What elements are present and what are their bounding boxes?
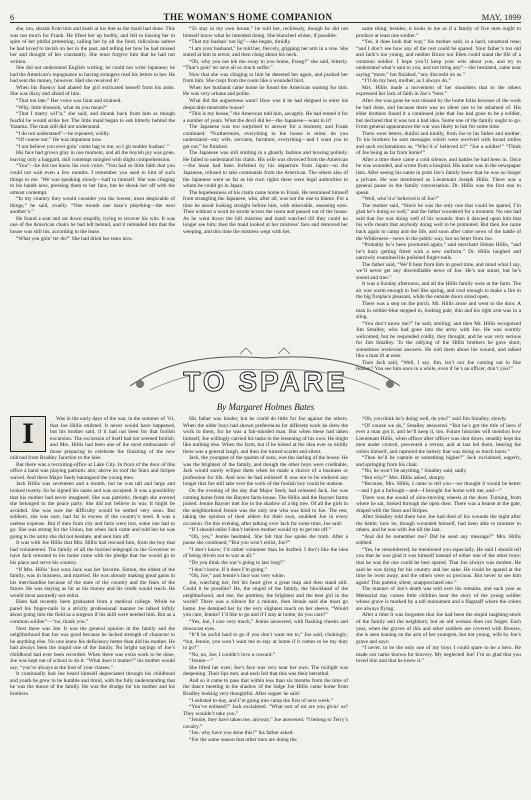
paragraph: Then Jack said, “Well, I say, Jim, isn’t our Joe coming out in fine feather? You see him once in a while, even if he’s an officer, don’t you?”: [356, 359, 521, 373]
story-column-1: [10, 416, 175, 796]
paragraph: same thing; besides, it looks to me as if a family of five men ought to produce at least one soldier.”: [356, 26, 521, 39]
paragraph: “You”—he did not know his own voice. “You had so little faith that you could not wait even a few months. I remember you used to hint of such things to me. ‘We was speaking slowly—half to himself. She was clinging to his hands now, pressing them to her face, but he shook her off with the utmost contempt.: [10, 163, 175, 196]
story-column-2: [183, 416, 348, 796]
paragraph: Next there was Joe. It was the general opinion in the family and the neighborhood that Joe was good because he lacked strength of character to be anything else. No one knew his deficiency better than did his mother. He had always been the stupid one of the family. No bright sayings of Joe’s childhood had ever been recorded. When there was extra work to be done, Joe was kept out of school to do it. “What does it matter?” his mother would say; “you’re always at the foot of your classes.”: [10, 625, 175, 671]
page-header: [10, 8, 521, 23]
top-article-columns: [10, 26, 521, 373]
paragraph: “Jennie—”: [189, 658, 213, 665]
paragraph: “I do not understand”—he repeated, wildly.: [16, 130, 111, 137]
paragraph: The manner of Joe’s death was told over his remains, and each year as Memorial day comes little children bear the story of the young soldier whose grave is marked by a tall monument and a flagstaff where the colors are always flying.: [356, 586, 521, 612]
paragraph: She lifted her eyes; Joe’s face was very near her own. The twilight was deepening. Their lips met, and each felt that this was their betrothal.: [183, 664, 348, 678]
paragraph: “I’ll do my best, mother, as I always do.”: [362, 78, 451, 85]
paragraph: Joe, watching her, felt his heart give a great leap and then stand still. Could it be possible? He, the stupid of the family, the blockhead of the neighborhood, and she, the prettiest, the brightest and the best girl in the world? There was a silence for a minute, then Jennie said she must go home. Joe detained her by the very slightest touch on her sleeve. “Would you care, Jennie? I’d like to go and if I stay at home, do you care?”: [183, 579, 348, 619]
paragraph: “This is my house,” the American told him, savagely. He had rented it for a number of years. What the devil did he—the Japanese—want in it?: [183, 111, 348, 124]
paragraph: “Yes, it does look that way,” his mother said, in a hard, unnatural tone; “and I don’t see how any of the rest could be spared. Your father’s too old and Jack’s too young, and neither Bruce nor Eben could stand the life of a common soldier. I hope you’ll keep your wits about you, and try to understand what’s said to you, and not bring any”—she hesitated, came near saying “more,” but finished, “any discredit on us.”: [356, 39, 521, 78]
paragraph: “Then he’ll be captain or something higher?” Jack exclaimed, eagerly, and springing from his chair.: [356, 455, 521, 468]
top-column-1: [10, 26, 175, 344]
paragraph: “Probably he’s been promoted again,” said merchant Simon Hillis, “and he’s busy getting fitted with a new uniform.” Dr. Hillis laughed and narrowly examined his polished finger-nails.: [356, 242, 521, 262]
paragraph: When his fluency had abated the girl extricated herself from his arms. She was dizzy and afraid of him.: [10, 84, 175, 98]
paragraph: “Of course we do,” Smalley answered. “But he’s got the title of hero if ever a man got it, and he’ll keep it, too. Future histories will mention how Lieutenant Hillis, when officer after officer was shot down, steadily kept the men under control, prevented a retreat, and at last led them, bearing the colors himself, and captured the battery that was doing so much harm.”: [356, 422, 521, 455]
paragraph: He found a seat and sat down stupidly, trying to recover his wits. It was one of the American chairs he had left behind, and it reminded him that the house was still his, according to the lease.: [10, 215, 175, 235]
issue-date: MAY, 1899: [481, 12, 521, 22]
story-column-1-text: [10, 416, 175, 698]
paragraph: She did not understand English writing; he could not write Japanese; he had the American's repugnance to having strangers read his letters to her. He had sent the money, however. Had she received it?: [10, 65, 175, 85]
paragraph: Mrs. Hillis made a movement of her shoulders that to the others expressed her lack of faith in Joe’s “best.”: [356, 84, 521, 98]
paragraph: “In my country they would consider you the lowest, most despicable of things,” he said, cruelly. “One month one man’s plaything—the next another’s.”: [10, 196, 175, 216]
paragraph: “That I marry wif’n,” she said, and shrank back from him as though fearful he would strike her. The little maid began to sob bitterly behind the Yasama. The man still did not understand.: [10, 111, 175, 131]
paragraph: “Of course not.” He was impatient now.: [16, 137, 103, 144]
paragraph: The Japanese was still smiling in a ghastly fashion and bowing politely. He failed to understand his claim. His wife was divorced from the American—the lease had been forfeited by his departure from Japan—so the Japanese, refused to take commands from the American. The others also of the Japanese went so far as his own rights there were legal authorities to whom he could go in Japan.: [183, 150, 348, 190]
paragraph: The Japanese was too surprised to answer for a moment, and Frank continued: “Furthermore, everything in the house is mine; do you understand—my wife, servants, furniture, everything—and I want you to get out,” he finished.: [183, 124, 348, 150]
paragraph: On the evening of the day that Major Seely had released Jack, Joe was coming home from the Bayner farm-house. The Hillis and the Bayner farms joined. Jennie Bayner met Joe in the shadow of a big tree. Of all the girls in the neighborhood Jennie was the only one who was kind to Joe. The rest, taking the opinion of their elders for their own, snubbed Joe in every occasion. On this evening, after talking over Jack for some time, Joe said:: [183, 488, 348, 527]
paragraph: “Do you think the war’s going to last long?”: [189, 560, 285, 567]
paragraph: “No, no, Joe; I couldn’t love a coward.”: [189, 651, 276, 658]
paragraph: There was a step on the porch. Mr. Hillis arose and went to the door. A man in soldier-blue stepped in, looking pale, thin and his right arm was in a sling.: [356, 300, 521, 321]
paragraph: “No, he won’t be anything,” Smalley said, sadly.: [362, 468, 468, 475]
paragraph: It continually had Joe heard himself depreciated through his childhood and youth he grew to be humble and timid, with the fully understanding that he was the dunce of the family. He was the drudge for his mother and his brothers.: [10, 671, 175, 697]
magazine-title: THE WOMAN'S HOME COMPANION: [163, 12, 333, 22]
story-column-3: [356, 416, 521, 796]
paragraph: “Oh, you think he’s doing well, do you?” said Jim Smalley, slowly.: [362, 416, 507, 422]
paragraph: she, too, shrank from him and knelt at his feet as the maid had done. This was too much for Frank. He lifted her up bodily, and fell to kissing her in spite of her pitiful protesting, calling her by all the fond, ridiculous names he had loved to lavish on her in the past, and telling her how he had missed her and thought of her constantly. She must forgive him that he had not written.: [10, 26, 175, 65]
paragraph: The hopelessness of his claim came home to Frank. He restrained himself from strangling the Japanese, who, after all, was not the one to blame. For a time he stood looking straight before him, with miserable, unseeing eyes. Then without a word he strode across the room and passed out of the house. As he went down the hill mistress and maid watched till they could no longer see him; then the maid looked at her mistress’ face and removed her weeping, and this time the mistress wept with her.: [183, 189, 348, 235]
paragraph: It was with Joe Hillis that Mrs. Hillis had rescued him, from the boy that had volunteered. The family of all the hurried telegraph to the Governor to have Jack returned to his home came with the pledge that Joe would go in his place and serve his country.: [10, 540, 175, 567]
top-column-3: [356, 26, 521, 373]
paragraph: “That too late.” Her voice was faint and strained.: [16, 98, 122, 105]
story-title: TO SPARE: [183, 366, 348, 397]
paragraph: “Oh, yes,” Jennie hesitated. She felt that Joe spoke the truth. After a pause she continued, “But you won’t enlist, Joe?”: [183, 533, 348, 547]
paragraph: After Joe was gone he was missed by the home folks because of the work he had done, and because there was no silent one to be ashamed of. His elder brothers found it a continued joke that Joe had gone to be a soldier, but declared that it was not a bad idea. Some one of the family ought to go. From general appearances the war was likely to last for some time.: [356, 98, 521, 131]
paragraph: “Oh, Joe,” and Jennie’s face was very white.: [189, 573, 286, 580]
top-column-2: [183, 26, 348, 344]
paragraph: But there was a recruiting-office at Lake City. In front of the door of this office a band was playing patriotic airs; above its roof the Stars and Stripes waved. And there Major Seely harangued the young men.: [10, 461, 175, 481]
paragraph: What did the augustness want? How was it he had deigned to enter his despicable miserable house?: [183, 98, 348, 111]
paragraph: After Smalley told them how Joe had died of his wounds the night after the battle; how he, though wounded himself, had been able to minister to others, and he was with Joe till the last.: [356, 514, 521, 534]
paragraph: “I don’t know. If it does I’m going.”: [189, 566, 268, 573]
paragraph: “If Mrs. Hillis’ four sons Jack was her favorite. Simon, the oldest of the family, was in business, and married. He was already making great gains in his merchandise because of the state of the country and the fears of the future. He was staying as far as his money and his credit would reach. He would most assuredly not enlist.: [10, 566, 175, 599]
story-title-block: [10, 346, 521, 414]
paragraph: “You don’t know me?” he said, smiling; and then Mr. Hillis recognized Jim Smalley, who had gone into the army with Joe. He was warmly welcomed, but he responded coldly, they thought, and he was very serious for Jim Smalley. To the rallying of the Hillis brothers he gave short, sometimes irrelevant answers. He told them about his wound, and talked like a man ill at ease.: [356, 320, 521, 360]
paragraph: After a time there came a cold silence, and battles he had been in. Once he was wounded, and wrote from a hospital. His name was in the newspaper lists. After seeing his name in print Joe’s family knew that he was no longer a private. He was mentioned as Lieutenant Joseph Hillis. There was a general pause in the family conversation. Dr. Hillis was the first one to speak.: [356, 156, 521, 196]
paragraph: Jack, the youngest of the quartet of sons, was the darling of the house. He was the brightest of the family, and though the other boys were creditable, Jack would surely eclipse them when he made a choice of a business or profession for life. And now he had enlisted! It was not to be endured any longer that Joe still take over the work of the foolish boy could be undone.: [183, 455, 348, 488]
paragraph: His face had grown gray in one moment, and all the boyish joy was gone, leaving only a haggard, dull contempt mingled with slight comprehension.: [10, 150, 175, 163]
paragraph: It was a Sunday afternoon, and all the Hillis family were at the farm. The air was warm enough to feel like spring, and cool enough to make a fire in the big fireplace pleasant, while the outside doors stood open.: [356, 281, 521, 301]
paragraph: There was the sound of slow-moving wheels at the door. Turning, from where he sat, looked through the open door. There was a hearse at the gate, draped with the Stars and Stripes.: [356, 494, 521, 514]
paragraph: “For the same reason that other men are doing the: [189, 736, 297, 743]
story-byline: By Margaret Holmes Bates: [216, 402, 315, 412]
paragraph: “I never, to be the only one of my boys I could spare to be a hero. He made our name known for bravery. My neglected Joe! I’m so glad that you loved him and that he knew it.”: [356, 645, 521, 665]
paragraph: “It’ll be awful hard to go if you don’t want me to,” Joe said, chokingly; “but, Jennie, you won’t want me to stay at home if it comes to be my duty to go?”: [183, 632, 348, 652]
paragraph: Was in the early days of the war, in the summer of ’61, that Joe Hillis enlisted. It never would have happened, but his mother said, if it had not been for that foolish excursion. The excursion of itself had not seemed foolish, and Mrs. Hillis had been one of the most enthusiastic of those preparing to celebrate the finishing of the new railroad from Bradley Junction to the lake.: [10, 416, 175, 462]
paragraph: Jack Hillis was seventeen and a month, but he was tall and large and looked twenty. So he signed his name and was accepted. It was a possibility that his mother had never imagined. She was patriotic, though she averred she belonged to the peace party. She did not believe in war. It might be avoided. She was sure the difficulty would be settled very soon. But soldiers, she was sure, had far in excess of the country’s need. It was a useless expense. But if men from city and farm were lost, some one had to go. She was strong for the Union, but when Jack came and told her he was going to the army she did not hesitate, and sent him off.: [10, 481, 175, 540]
paragraph: When her husband came home he found the American waiting for him. He was very urbane and polite.: [183, 84, 348, 98]
paragraph: “I enlisted to-day, and I’m going into camp the first of next week.”: [189, 697, 333, 704]
drop-cap-initial: I: [10, 416, 46, 452]
paragraph: “What you goin’ ter do?” She had dried her tears now.: [16, 235, 133, 242]
paragraph: Now that she was clinging to him he detested her again, and pushed her from him. She crept from the room like a wounded bird.: [183, 71, 348, 85]
paragraph: “To stay in my own house,” he told her, recklessly, though he did not himself know what he intended doing. She blanched whiter, if possible.: [183, 26, 348, 39]
paragraph: “Yes, he remembered; he mentioned you especially. He said I should tell you that he was glad it was himself instead of either one of the other boys; that he was the one could be best spared. That Joe always was modest. He said he was dying for his country and her sake. He could be spared at the time he went away, and the others were so precious. But never to see him again! This patient, silent, unappreciated one.”: [356, 546, 521, 586]
paragraph: “That my husban’ not lig”—she began, timidly.: [189, 39, 292, 46]
paragraph: “If I should enlist I don’t believe mother would try to get me off.”: [189, 527, 332, 534]
paragraph: His father was kinder, but he could do little for Joe against the others. When the older boys had shown preferences for different work he drew the work to them, for he was a fair-minded man. But when these had taken himself, Joe willingly carried his tasks to the lessening of his own. He might like nothing else. When the farm, but if he hinted at the idea ever so mildly there was a general laugh, and then Joe turned scarlet and silent.: [183, 416, 348, 455]
paragraph: The father said, “We’ll hear from him in good time, and mind what I say, we’ll never get any discreditable news of Joe. He’s not smart, but he’s sound and true.”: [356, 261, 521, 281]
paragraph: “I don’t know; I’d rather volunteer than be drafted. I don’t like the idea of being driven out to war at all.”: [183, 546, 348, 560]
paragraph: “I not believe you ever goin’ come hag to me, so I git nodder husban’.”: [16, 143, 170, 150]
page-number: 6: [10, 12, 15, 22]
story-columns: [10, 416, 521, 796]
paragraph: “Well, who’d a’ believed it of Joe?”: [362, 196, 440, 203]
paragraph: And so it came to pass that within less than six months from the time of the dance meeting in the shadow of the lodge Joe Hillis came home from Bradley looking very thoughtful. After supper he said:: [183, 677, 348, 697]
paragraph: There were letters, dutiful and kindly, from Joe to his father and mother. To his brothers he sent messages which were received with broad smiles and such exclamations as, “Who’d a’ believed it?” “Joe a soldier!” “Think of Joe being as far from home!”: [356, 130, 521, 157]
paragraph: Eben had recently been graduated from a medical college. While he pared his finger-nails in a strictly professional manner he talked loftily about going into the field as a surgeon if his skill were needed him. But as a common soldier”—“no, thank you.”: [10, 599, 175, 625]
paragraph: “Yes, Joe, I care very much,” Jennie answered, with flashing cheeks and downcast eyes.: [183, 618, 348, 632]
paragraph: “But why?” Mrs. Hillis asked, sharply.: [362, 474, 446, 481]
paragraph: “Because, Mrs. Hillis, I came to tell you—we thought it would be better—and I got a furlough—and—I brought Joe home with me, and—”: [356, 481, 521, 495]
paragraph: After a time it was forgotten that Joe had been the stupid laughing-stock of the family and the neighbors; but an old woman does not forget. Each year, when the graves of this and other soldiers are covered with flowers, she is seen leaning on the arm of her youngest, but not young, wife by Joe’s grave and says:: [356, 612, 521, 645]
paragraph: “Why, little blossom, what do you mean?”: [16, 104, 108, 111]
paragraph: “Joe, why have you done this?” his father asked.: [189, 730, 294, 737]
paragraph: “Oh, why you not tek me away to you home, Frang?” she said, bitterly. “That’s goin’ ter save all so much suffer.”: [183, 58, 348, 72]
paragraph: “Jennie, they have taken me, anyway,” Joe answered. “I belong to Terry’s cavalry.”: [183, 717, 348, 730]
paragraph: The mother said, “Since he was the only one that could be spared, I’m glad he’s doing so well,” and the father wondered for a moment. No one had said that Joe was doing well of his wounds; then it dawned upon him that his wife meant that anybody doing well to be promoted. But then Joe came back again to camp and the life, and soon after came news of the battle of the Wilderness—news in the public way, but no letter from Joe.: [356, 202, 521, 242]
paragraph: “You’ve enlisted?” Jack exclaimed. “What sort of rot are you givin’ us? They wouldn’t take you.”: [183, 704, 348, 717]
paragraph: “I am your husband,” he told her, fiercely, gripping her arm in a vise. She stared at him in terror, and then clung about his neck.: [183, 45, 348, 59]
paragraph: “And did he remember me? Did he send any message?” Mrs. Hillis sobbed.: [356, 533, 521, 547]
